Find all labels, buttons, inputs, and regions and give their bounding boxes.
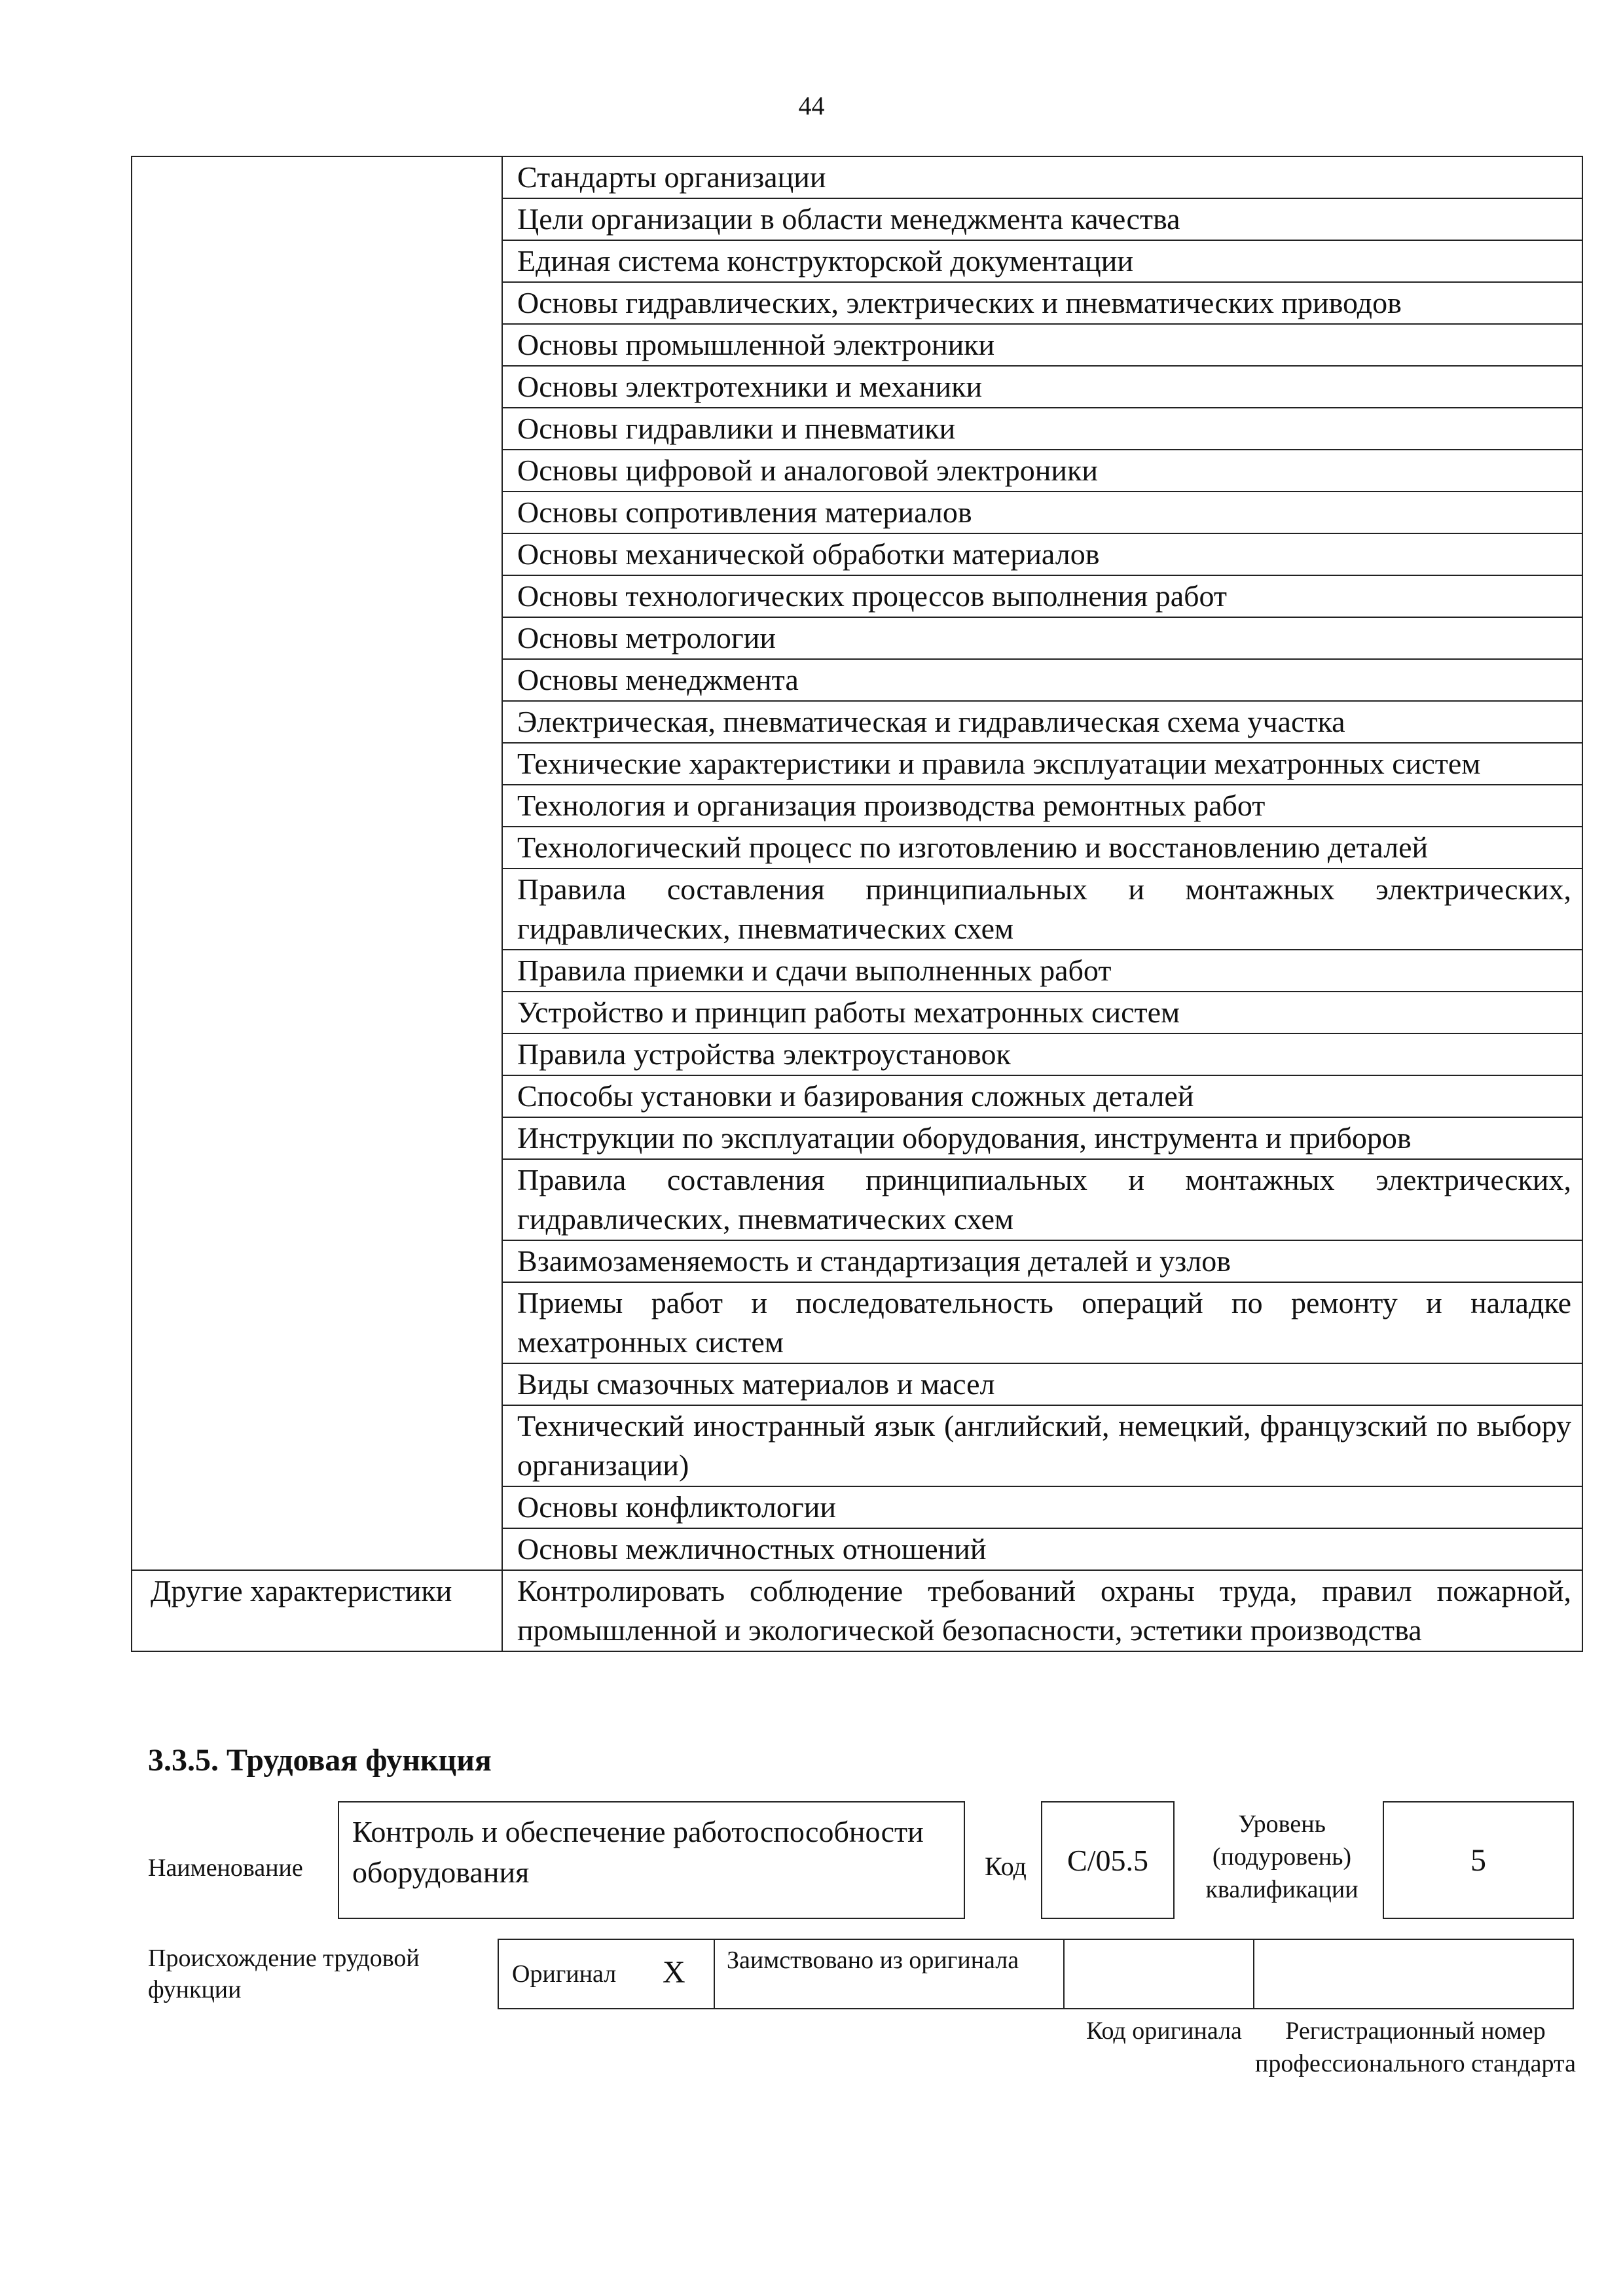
knowledge-item: Основы технологических процессов выполнения работ bbox=[502, 575, 1582, 617]
knowledge-item: Основы гидравлических, электрических и пневматических приводов bbox=[502, 282, 1582, 324]
table-row bbox=[132, 1570, 1582, 1651]
borrowed-cell bbox=[714, 1939, 1065, 2009]
knowledge-item: Основы менеджмента bbox=[502, 659, 1582, 701]
knowledge-item: Правила приемки и сдачи выполненных работ bbox=[502, 950, 1582, 992]
code-label: Код bbox=[985, 1852, 1027, 1881]
knowledge-item: Основы механической обработки материалов bbox=[502, 533, 1582, 575]
knowledge-item: Основы промышленной электроники bbox=[502, 324, 1582, 366]
level-box bbox=[1383, 1801, 1574, 1919]
table-row bbox=[132, 156, 1582, 198]
knowledge-item: Основы гидравлики и пневматики bbox=[502, 408, 1582, 450]
borrowed-label: Заимствовано из оригинала bbox=[727, 1946, 1019, 1974]
knowledge-item: Правила составления принципиальных и монтажных электрических, гидравлических, пневматических схем bbox=[502, 1159, 1582, 1240]
page-number: 44 bbox=[798, 91, 825, 120]
original-cell bbox=[498, 1939, 715, 2009]
other-characteristics-label: Другие характеристики bbox=[132, 1570, 502, 1651]
knowledge-item: Основы метрологии bbox=[502, 617, 1582, 659]
registration-number-caption: Регистрационный номер профессионального стандарта bbox=[1255, 2017, 1576, 2077]
knowledge-item: Правила составления принципиальных и монтажных электрических, гидравлических, пневматических схем bbox=[502, 869, 1582, 950]
knowledge-item: Технологический процесс по изготовлению и восстановлению деталей bbox=[502, 827, 1582, 869]
knowledge-item: Технические характеристики и правила эксплуатации мехатронных систем bbox=[502, 743, 1582, 785]
original-mark: X bbox=[663, 1955, 685, 1990]
knowledge-item: Стандарты организации bbox=[502, 156, 1582, 198]
knowledge-item: Инструкции по эксплуатации оборудования, инструмента и приборов bbox=[502, 1117, 1582, 1159]
knowledge-item: Взаимозаменяемость и стандартизация деталей и узлов bbox=[502, 1240, 1582, 1282]
knowledge-item: Технология и организация производства ремонтных работ bbox=[502, 785, 1582, 827]
knowledge-item: Виды смазочных материалов и масел bbox=[502, 1363, 1582, 1405]
knowledge-item: Основы конфликтологии bbox=[502, 1486, 1582, 1528]
name-label: Наименование bbox=[148, 1854, 303, 1882]
other-characteristics-text: Контролировать соблюдение требований охраны труда, правил пожарной, промышленной и экологической безопасности, эстетики производства bbox=[502, 1570, 1582, 1651]
original-label: Оригинал bbox=[512, 1960, 617, 1988]
origin-row bbox=[498, 1939, 1574, 2009]
knowledge-item: Основы сопротивления материалов bbox=[502, 492, 1582, 533]
code-box bbox=[1041, 1801, 1175, 1919]
function-name: Контроль и обеспечение работоспособности оборудования bbox=[352, 1815, 924, 1889]
knowledge-item: Основы цифровой и аналоговой электроники bbox=[502, 450, 1582, 492]
knowledge-item: Единая система конструкторской документации bbox=[502, 240, 1582, 282]
function-name-box bbox=[338, 1801, 965, 1919]
knowledge-item: Цели организации в области менеджмента качества bbox=[502, 198, 1582, 240]
section-heading: 3.3.5. Трудовая функция bbox=[148, 1743, 492, 1778]
knowledge-item: Электрическая, пневматическая и гидравлическая схема участка bbox=[502, 701, 1582, 743]
knowledge-item: Приемы работ и последовательность операций по ремонту и наладке мехатронных систем bbox=[502, 1282, 1582, 1363]
original-code-caption: Код оригинала bbox=[1086, 2017, 1242, 2045]
knowledge-item: Устройство и принцип работы мехатронных систем bbox=[502, 992, 1582, 1033]
knowledge-item: Технический иностранный язык (английский, немецкий, французский по выбору организации) bbox=[502, 1405, 1582, 1486]
knowledge-item: Правила устройства электроустановок bbox=[502, 1033, 1582, 1075]
original-code-cell bbox=[1063, 1939, 1254, 2009]
origin-label: Происхождение трудовой функции bbox=[148, 1945, 420, 2003]
code-value: C/05.5 bbox=[1067, 1843, 1148, 1877]
required-knowledge-table bbox=[131, 156, 1583, 1652]
knowledge-label-cell bbox=[132, 156, 502, 1570]
level-value: 5 bbox=[1470, 1842, 1486, 1878]
level-label: Уровень (подуровень) квалификации bbox=[1205, 1810, 1359, 1903]
registration-number-cell bbox=[1253, 1939, 1574, 2009]
knowledge-item: Основы электротехники и механики bbox=[502, 366, 1582, 408]
knowledge-item: Способы установки и базирования сложных деталей bbox=[502, 1075, 1582, 1117]
knowledge-item: Основы межличностных отношений bbox=[502, 1528, 1582, 1570]
